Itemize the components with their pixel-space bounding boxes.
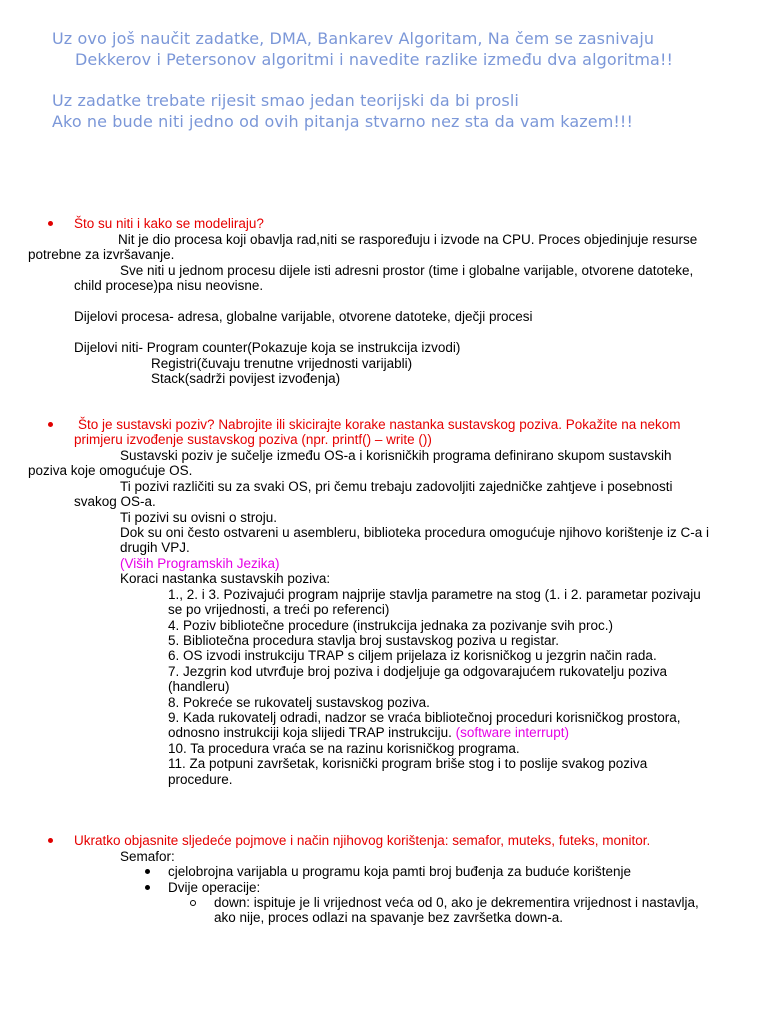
answer-line: Dvije operacije: xyxy=(168,880,261,895)
answer-line: Ti pozivi različiti su za svaki OS, pri čemu trebaju zadovoljiti zajedničke zahtjeve i posebnosti xyxy=(120,479,673,494)
question-3-title: Ukratko objasnite sljedeće pojmove i način njihovog korištenja: semafor, muteks, futeks, monitor. xyxy=(74,833,651,848)
bullet-icon xyxy=(145,869,150,874)
intro-line: Uz zadatke trebate rijesit smao jedan teorijski da bi prosli xyxy=(52,91,519,110)
question-2-title: Što je sustavski poziv? Nabrojite ili skicirajte korake nastanka sustavskog poziva. Pokažite na nekom xyxy=(78,417,681,432)
bullet-icon xyxy=(48,422,53,427)
answer-line: cjelobrojna varijabla u programu koja pamti broj buđenja za buduće korištenje xyxy=(168,864,632,879)
question-2-title: primjeru izvođenje sustavskog poziva (npr. printf() – write ()) xyxy=(74,432,432,447)
answer-line: Dok su oni često ostvareni u asembleru, biblioteka procedura omogućuje njihovo korištenje iz C-a i xyxy=(120,525,710,540)
step-line: 7. Jezgrin kod utvrđuje broj poziva i dodjeljuje ga odgovarajućem rukovatelju poziva xyxy=(168,664,668,679)
answer-line: Semafor: xyxy=(120,849,175,864)
step-line: 11. Za potpuni završetak, korisnički program briše stog i to poslije svakog poziva xyxy=(168,756,648,771)
answer-line: Sustavski poziv je sučelje između OS-a i korisničkih programa definirano skupom sustavskih xyxy=(120,448,672,463)
step-line: procedure. xyxy=(168,772,233,787)
bullet-icon xyxy=(145,885,150,890)
answer-line: Sve niti u jednom procesu dijele isti adresni prostor (time i globalne varijable, otvorene datoteke, xyxy=(120,263,694,278)
answer-line: Nit je dio procesa koji obavlja rad,niti se raspoređuju i izvode na CPU. Proces objedinjuje resurse xyxy=(118,232,698,247)
intro-note xyxy=(52,28,752,132)
step-line: 9. Kada rukovatelj odradi, nadzor se vraća bibliotečnoj proceduri korisničkog prostora, xyxy=(168,710,681,725)
step-line: 1., 2. i 3. Pozivajući program najprije stavlja parametre na stog (1. i 2. parametar pozivaju xyxy=(168,587,701,602)
answer-line: Ti pozivi su ovisni o stroju. xyxy=(120,510,278,525)
step-line: 5. Bibliotečna procedura stavlja broj sustavskog poziva u registar. xyxy=(168,633,559,648)
answer-line: Registri(čuvaju trenutne vrijednosti varijabli) xyxy=(151,356,413,371)
answer-line: svakog OS-a. xyxy=(74,494,156,509)
step-line: 10. Ta procedura vraća se na razinu korisničkog programa. xyxy=(168,741,520,756)
circle-bullet-icon xyxy=(190,900,196,906)
answer-line: drugih VPJ. xyxy=(120,540,190,555)
step-line: se po vrijednosti, a treći po referenci) xyxy=(168,602,390,617)
step-line: 8. Pokreće se rukovatelj sustavskog poziva. xyxy=(168,695,430,710)
step-line xyxy=(168,725,569,740)
answer-line: Dijelovi niti- Program counter(Pokazuje koja se instrukcija izvodi) xyxy=(74,340,461,355)
intro-line: Dekkerov i Petersonov algoritmi i navedite razlike između dva algoritma!! xyxy=(75,50,673,69)
answer-line: Stack(sadrži povijest izvođenja) xyxy=(151,371,341,386)
answer-line: potrebne za izvršavanje. xyxy=(28,247,175,262)
step-note: (software interrupt) xyxy=(455,725,569,740)
answer-note: (Viših Programskih Jezika) xyxy=(120,556,280,571)
bullet-icon xyxy=(48,221,53,226)
answer-line: poziva koje omogućuje OS. xyxy=(28,463,193,478)
question-1-title: Što su niti i kako se modeliraju? xyxy=(74,216,264,231)
intro-line: Ako ne bude niti jedno od ovih pitanja stvarno nez sta da vam kazem!!! xyxy=(52,112,633,131)
answer-line: Dijelovi procesa- adresa, globalne varijable, otvorene datoteke, dječji procesi xyxy=(74,309,533,324)
answer-line: Koraci nastanka sustavskih poziva: xyxy=(120,571,331,586)
answer-line: child procese)pa nisu neovisne. xyxy=(74,278,264,293)
step-line: 4. Poziv bibliotečne procedure (instrukcija jednaka za pozivanje svih proc.) xyxy=(168,618,613,633)
step-line: (handleru) xyxy=(168,679,230,694)
step-line: 6. OS izvodi instrukciju TRAP s ciljem prijelaza iz korisničkog u jezgrin način rada. xyxy=(168,648,657,663)
answer-line: down: ispituje je li vrijednost veća od 0, ako je dekrementira vrijednost i nastavlja, xyxy=(214,895,699,910)
answer-line: ako nije, proces odlazi na spavanje bez završetka down-a. xyxy=(214,910,563,925)
intro-line: Uz ovo još naučit zadatke, DMA, Bankarev Algoritam, Na čem se zasnivaju xyxy=(52,29,655,48)
step-text: odnosno instrukciji koja slijedi TRAP instrukciju. xyxy=(168,725,452,740)
bullet-icon xyxy=(48,838,53,843)
